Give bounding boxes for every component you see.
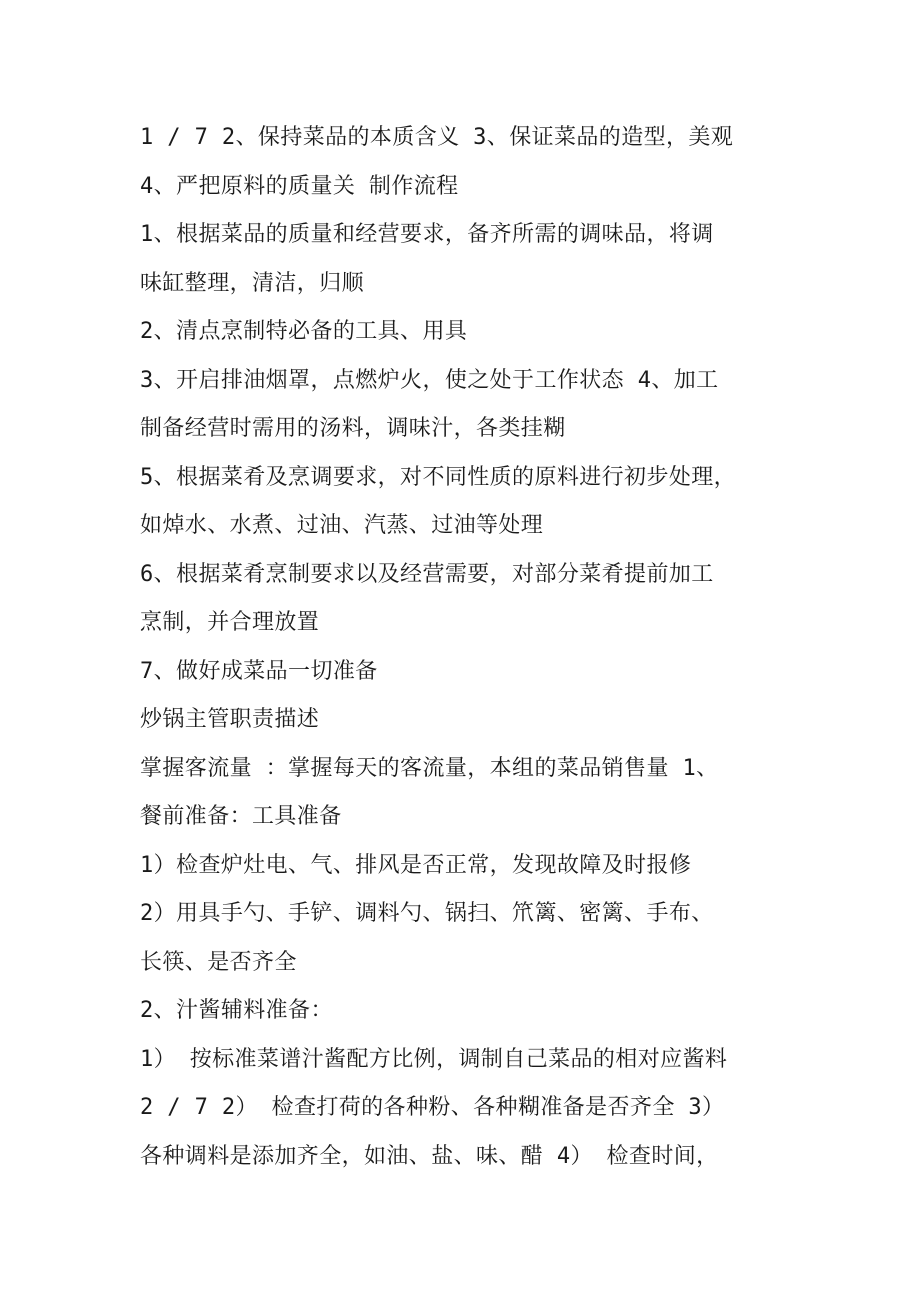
text-line: 餐前准备：工具准备 <box>140 804 342 829</box>
text-line: 如焯水、水煮、过油、汽蒸、过油等处理 <box>140 513 544 538</box>
text-line: 6、根据菜肴烹制要求以及经营需要，对部分菜肴提前加工 <box>140 561 714 587</box>
text-line: 1）检查炉灶电、气、排风是否正常，发现故障及时报修 <box>140 852 692 878</box>
text-line: 2、汁酱辅料准备： <box>140 998 333 1023</box>
text-line: 掌握客流量 ：掌握每天的客流量，本组的菜品销售量 1、 <box>140 755 719 781</box>
text-line: 各种调料是添加齐全，如油、盐、味、醋 4） 检查时间， <box>140 1143 719 1169</box>
text-line: 3、开启排油烟罩，点燃炉火，使之处于工作状态 4、加工 <box>140 367 719 393</box>
text-line: 1 / 7 2、保持菜品的本质含义 3、保证菜品的造型，美观 <box>140 125 734 150</box>
text-line: 2 / 7 2） 检查打荷的各种粉、各种糊准备是否齐全 3） <box>140 1095 725 1120</box>
text-line: 制备经营时需用的汤料，调味汁，各类挂糊 <box>140 416 566 441</box>
section-heading: 炒锅主管职责描述 <box>140 707 320 732</box>
text-line: 长筷、是否齐全 <box>140 949 297 975</box>
text-line: 味缸整理，清洁，归顺 <box>140 270 365 296</box>
text-line: 7、做好成菜品一切准备 <box>140 658 378 684</box>
text-line: 2、清点烹制特必备的工具、用具 <box>140 319 468 344</box>
text-line: 1、根据菜品的质量和经营要求，备齐所需的调味品，将调 <box>140 222 714 247</box>
text-line: 5、根据菜肴及烹调要求，对不同性质的原料进行初步处理， <box>140 464 737 490</box>
document-body <box>140 114 800 1181</box>
text-line: 1） 按标准菜谱汁酱配方比例，调制自己菜品的相对应酱料 <box>140 1046 728 1072</box>
text-line: 2）用具手勺、手铲、调料勺、锅扫、笊篱、密篱、手布、 <box>140 901 714 926</box>
text-line: 4、严把原料的质量关 制作流程 <box>140 173 459 199</box>
text-line: 烹制，并合理放置 <box>140 610 320 635</box>
